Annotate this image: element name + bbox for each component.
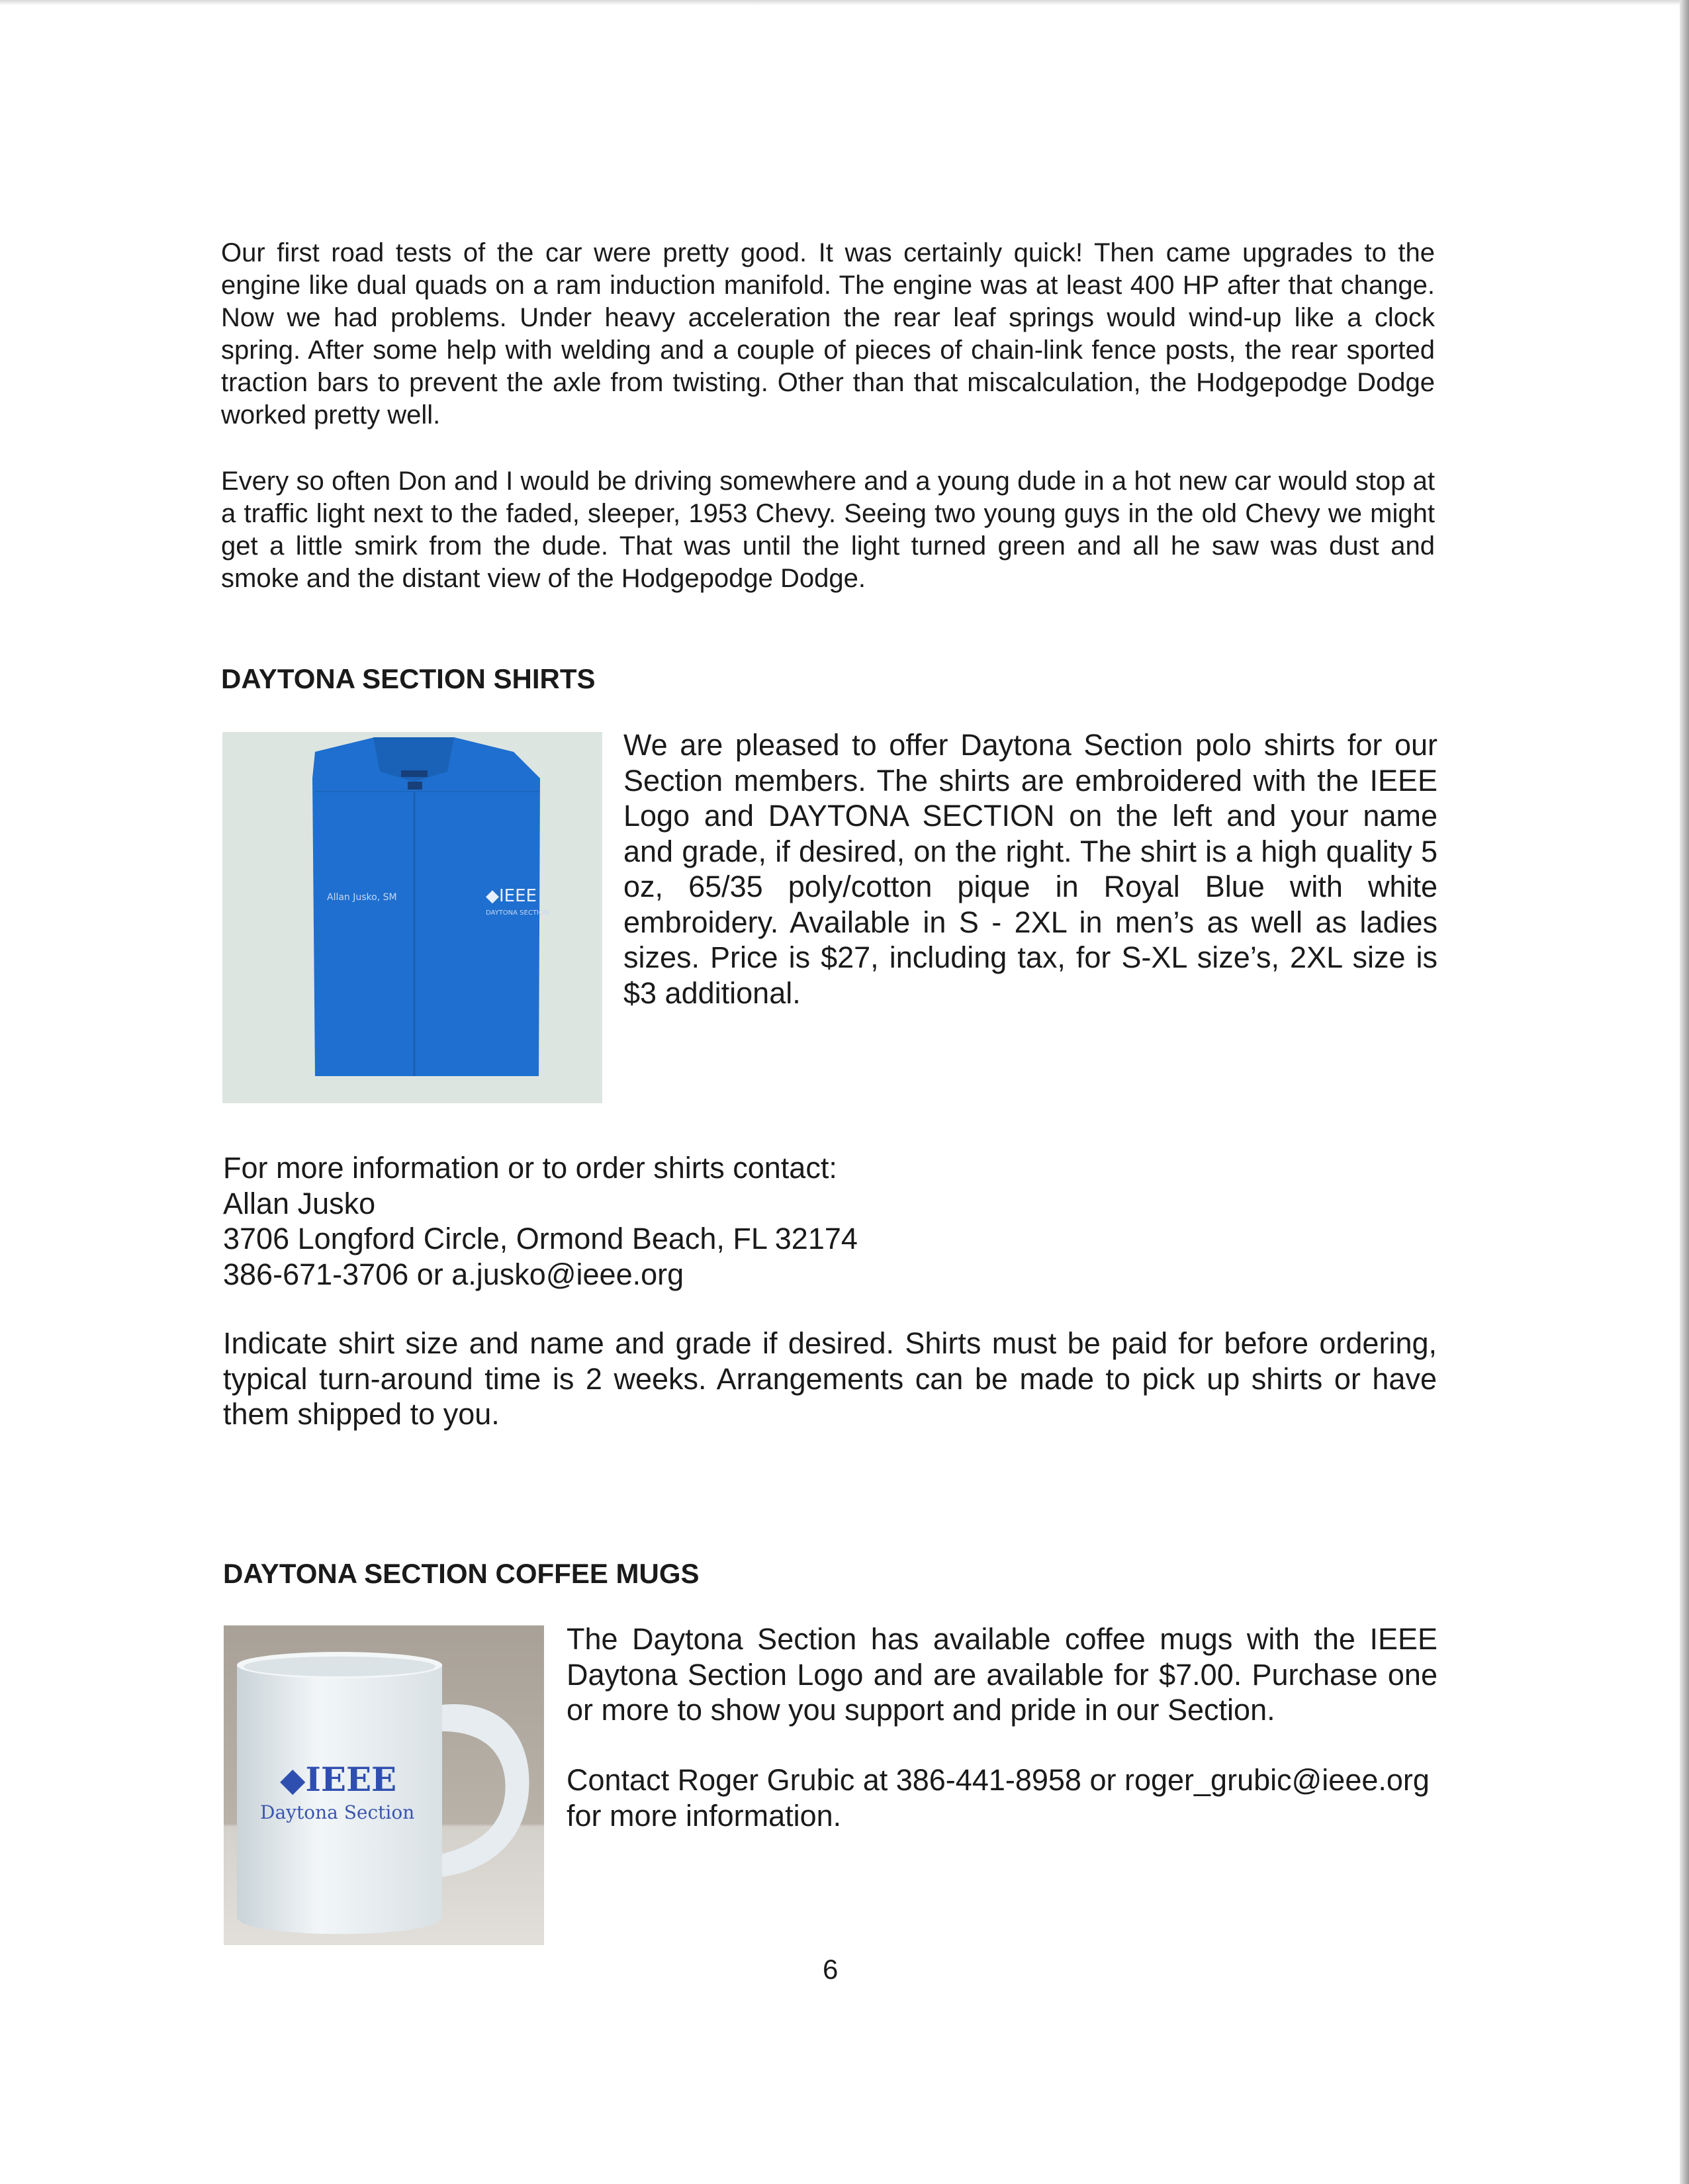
- shirts-contact-intro: For more information or to order shirts contact:: [223, 1151, 837, 1185]
- shirts-order-note: Indicate shirt size and name and grade if desired. Shirts must be paid for before ordering, typical turn-around time is 2 weeks. Arrangements can be made to pick up shirts or have them shipped to you.: [223, 1326, 1437, 1431]
- scan-right-edge: [1680, 0, 1689, 2184]
- mugs-description: The Daytona Section has available coffee mugs with the IEEE Daytona Section Logo and are available for $7.00. Purchase one or more to show you support and pride in our Section.: [567, 1622, 1438, 1727]
- mugs-contact: Contact Roger Grubic at 386-441-8958 or roger_grubic@ieee.org for more information.: [567, 1763, 1430, 1833]
- page-number: 6: [823, 1954, 839, 1985]
- shirts-description: We are pleased to offer Daytona Section polo shirts for our Section members. The shirts are embroidered with the IEEE Logo and DAYTONA SECTION on the left and your name and grade, if desired, on the right. The shirt is a high quality 5 oz, 65/35 poly/cotton pique in Royal Blue with white embroidery. Available in S - 2XL in men’s as well as ladies sizes. Price is $27, including tax, for S-XL size’s, 2XL size is $3 additional.: [623, 728, 1438, 1010]
- shirt-photo: [222, 732, 602, 1103]
- shirts-contact-phone-email: 386-671-3706 or a.jusko@ieee.org: [223, 1257, 684, 1291]
- coffee-mug-image: [224, 1625, 544, 1945]
- shirt-name-text: Allan Jusko, SM: [327, 892, 397, 903]
- mug-sub-text: Daytona Section: [260, 1801, 415, 1823]
- shirts-contact-name: Allan Jusko: [223, 1187, 376, 1220]
- mug-photo: [224, 1625, 544, 1945]
- shirt-logo-text: ◆IEEE: [486, 886, 537, 906]
- shirts-contact-address: 3706 Longford Circle, Ormond Beach, FL 32174: [223, 1222, 858, 1255]
- svg-text:DAYTONA SECTION: DAYTONA SECTION: [486, 909, 549, 917]
- mug-logo-text: ◆IEEE: [280, 1760, 397, 1799]
- folded-polo-shirt-image: [222, 732, 602, 1103]
- scan-top-shadow: [0, 0, 1689, 5]
- article-paragraph-2: Every so often Don and I would be driving somewhere and a young dude in a hot new car would stop at a traffic light next to the faded, sleeper, 1953 Chevy. Seeing two young guys in the old Chevy we might get a little smirk from the dude. That was until the light turned green and all he saw was dust and smoke and the distant view of the Hodgepodge Dodge.: [221, 467, 1435, 593]
- mugs-heading: DAYTONA SECTION COFFEE MUGS: [223, 1558, 700, 1589]
- shirts-heading: DAYTONA SECTION SHIRTS: [221, 663, 596, 694]
- article-paragraph-1: Our first road tests of the car were pretty good. It was certainly quick! Then came upgrades to the engine like dual quads on a ram induction manifold. The engine was at least 400 HP after that change. Now we had problems. Under heavy acceleration the rear leaf springs would wind-up like a clock spring. After some help with welding and a couple of pieces of chain-link fence posts, the rear sported traction bars to prevent the axle from twisting. Other than that miscalculation, the Hodgepodge Dodge worked pretty well.: [221, 238, 1435, 430]
